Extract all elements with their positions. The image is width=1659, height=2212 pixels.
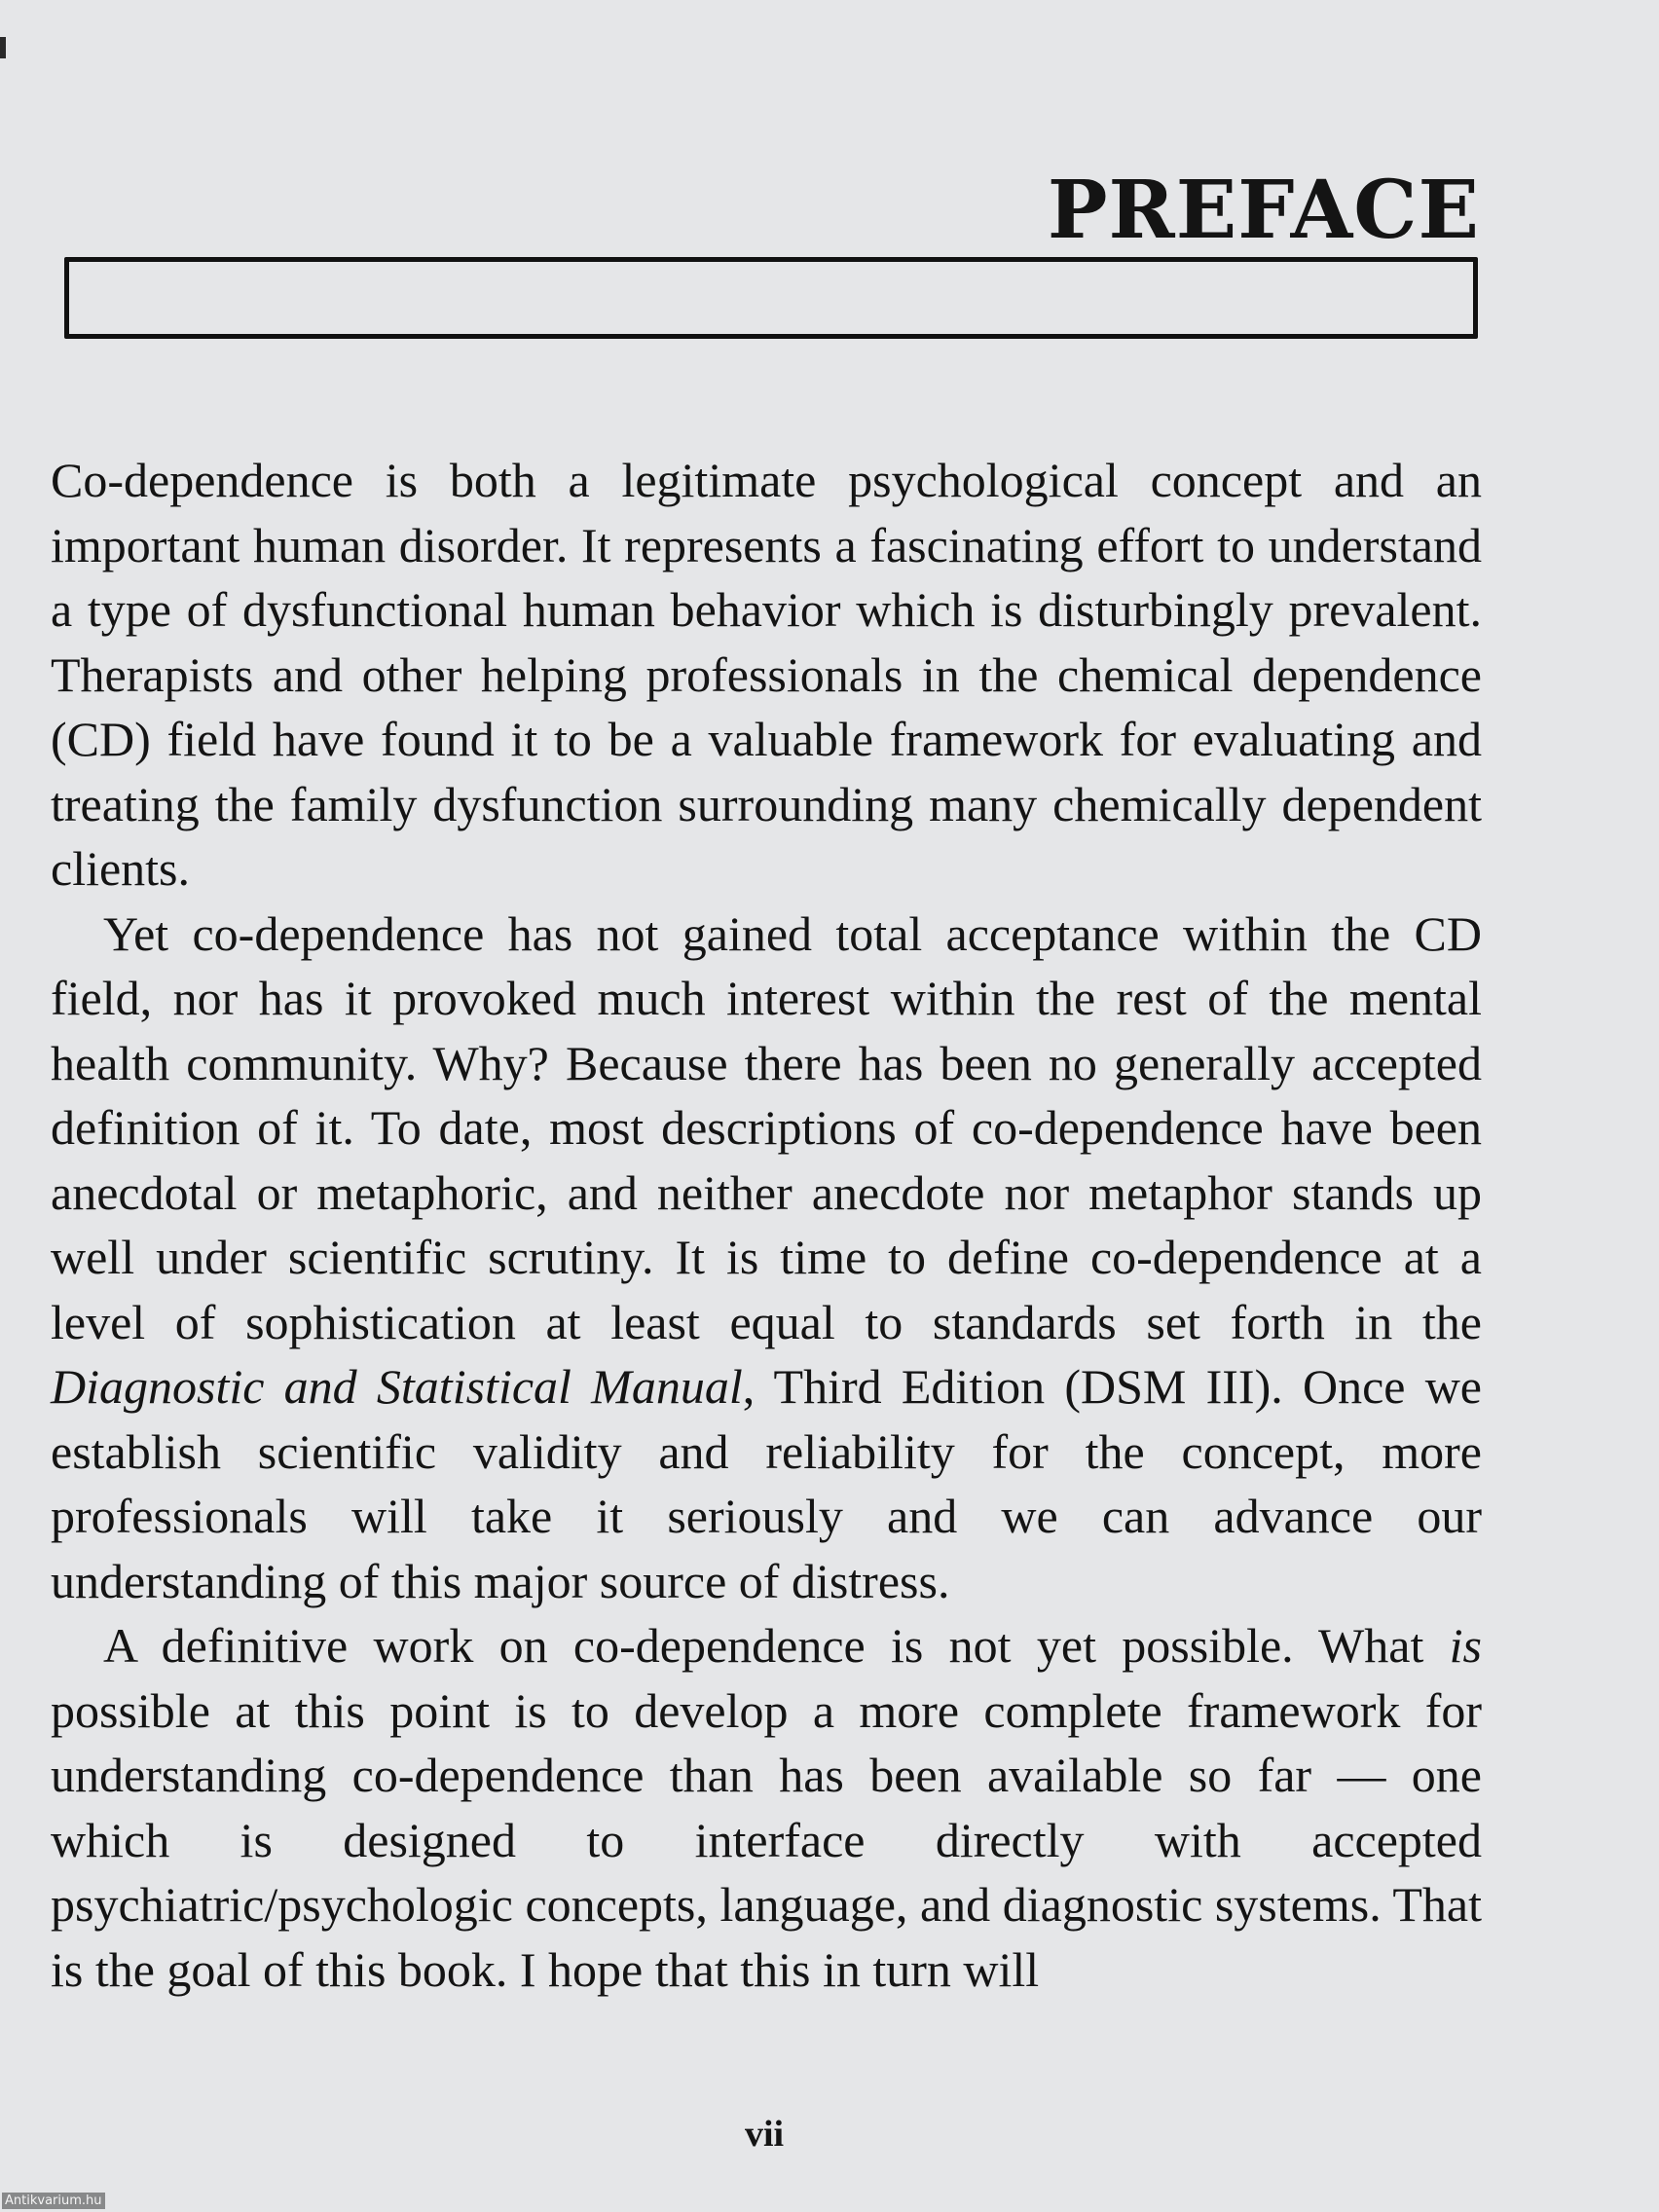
emphasis-italic: is (1449, 1618, 1482, 1673)
text-run: Yet co-dependence has not gained total acceptance within the CD field, nor has it provoked much interest within the rest of the mental health community. Why? Because there has been no generally accepted definition of it. To date, most descriptions of co-dependence have been anecdotal or metaphoric, and neither anecdote nor metaphor stands up well under scientific scrutiny. It is time to define co-dependence at a level of sophistication at least equal to standards set forth in the (51, 905, 1482, 1349)
page-title: PREFACE (1047, 164, 1480, 257)
paragraph (51, 902, 1482, 1614)
body-text (51, 448, 1482, 2002)
paragraph (51, 448, 1482, 902)
page-number: vii (744, 2114, 785, 2155)
title-rule-box (64, 257, 1478, 339)
text-run: Co-dependence is both a legitimate psychological concept and an important human disorder. It represents a fascinating effort to understand a type of dysfunctional human behavior which is disturbingly prevalent. Therapists and other helping professionals in the chemical dependence (CD) field have found it to be a valuable framework for evaluating and treating the family dysfunction surrounding many chemically dependent clients. (51, 453, 1482, 896)
text-run: possible at this point is to develop a more complete framework for understanding co-dependence than has been available so far — one which is designed to interface directly with accepted psychiatric/psychologic concepts, language, and diagnostic systems. That is the goal of this book. I hope that this in turn will (51, 1682, 1482, 1997)
text-run: , Third Edition (DSM III). Once we establish scientific validity and reliability for the concept, more professionals will take it seriously and we can advance our understanding of this major source of distress. (51, 1359, 1482, 1608)
text-run: A definitive work on co-dependence is not yet possible. What (103, 1618, 1450, 1673)
book-title-italic: Diagnostic and Statistical Manual (51, 1359, 743, 1414)
paragraph (51, 1613, 1482, 2002)
watermark: Antikvarium.hu (2, 2193, 105, 2209)
margin-mark (0, 37, 6, 58)
